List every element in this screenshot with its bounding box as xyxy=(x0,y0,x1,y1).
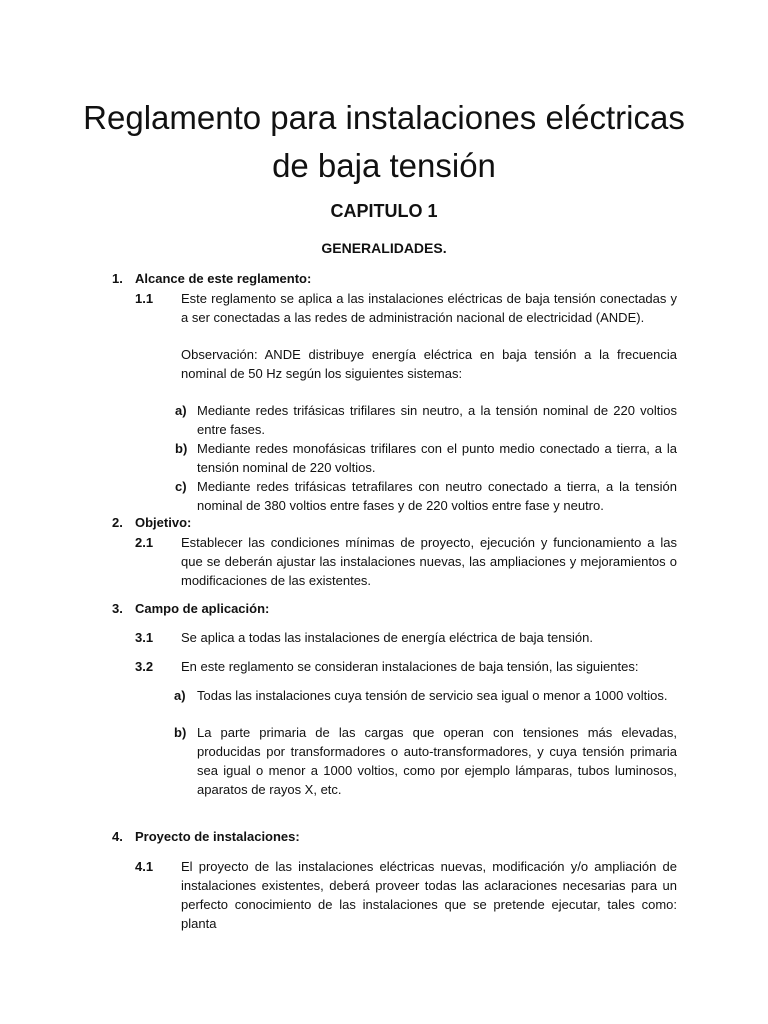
chapter-heading: CAPITULO 1 xyxy=(330,201,438,221)
clause-1-1-number: 1.1 xyxy=(135,291,154,306)
item-3-a-letter: a) xyxy=(174,688,186,703)
clause-3-2-text: En este reglamento se consideran instalaciones de baja tensión, las siguientes: xyxy=(181,659,639,674)
item-1-b-letter: b) xyxy=(175,441,188,456)
section-1-number: 1. xyxy=(112,271,123,286)
section-1-heading: Alcance de este reglamento: xyxy=(135,271,312,286)
item-1-c-letter: c) xyxy=(175,479,187,494)
observation-text: Observación: ANDE distribuye energía eléctrica en baja tensión a la frecuencia nominal de 50 Hz según los siguientes sistemas: xyxy=(181,347,677,381)
document-title-line-2: de baja tensión xyxy=(272,147,496,184)
item-1-b-text: Mediante redes monofásicas trifilares con el punto medio conectado a tierra, a la tensión nominal de 220 voltios. xyxy=(197,441,677,475)
clause-3-1-number: 3.1 xyxy=(135,630,154,645)
section-2-number: 2. xyxy=(112,515,123,530)
section-heading: GENERALIDADES. xyxy=(321,240,447,256)
clause-2-1-number: 2.1 xyxy=(135,535,154,550)
clause-4-1-text: El proyecto de las instalaciones eléctricas nuevas, modificación y/o ampliación de instalaciones existentes, deberá proveer todas las aclaraciones necesarias para un perfecto conocimiento de las instalaciones que se pretende ejecutar, tales como: planta xyxy=(181,859,677,931)
section-4-heading: Proyecto de instalaciones: xyxy=(135,829,300,844)
item-1-c-text: Mediante redes trifásicas tetrafilares con neutro conectado a tierra, a la tensión nominal de 380 voltios entre fases y de 220 voltios entre fase y neutro. xyxy=(197,479,677,513)
section-2-heading: Objetivo: xyxy=(135,515,192,530)
clause-3-2-number: 3.2 xyxy=(135,659,154,674)
clause-1-1-text: Este reglamento se aplica a las instalaciones eléctricas de baja tensión conectadas y a ser conectadas a las redes de administración nacional de electricidad (ANDE). xyxy=(181,291,677,325)
clause-4-1-number: 4.1 xyxy=(135,859,154,874)
item-1-a-letter: a) xyxy=(175,403,187,418)
section-3-heading: Campo de aplicación: xyxy=(135,601,270,616)
clause-3-1-text: Se aplica a todas las instalaciones de energía eléctrica de baja tensión. xyxy=(181,630,593,645)
section-4-number: 4. xyxy=(112,829,123,844)
item-3-b-letter: b) xyxy=(174,725,187,740)
section-3-number: 3. xyxy=(112,601,123,616)
clause-2-1-text: Establecer las condiciones mínimas de proyecto, ejecución y funcionamiento a las que se deberán ajustar las instalaciones nuevas, las ampliaciones y mejoramientos o modificaciones de las existentes. xyxy=(181,535,677,588)
item-3-b-text: La parte primaria de las cargas que operan con tensiones más elevadas, producidas por transformadores o auto-transformadores, y cuya tensión primaria sea igual o menor a 1000 voltios, como por ejemplo lámparas, tubos luminosos, aparatos de rayos X, etc. xyxy=(197,725,677,797)
item-1-a-text: Mediante redes trifásicas trifilares sin neutro, a la tensión nominal de 220 voltios entre fases. xyxy=(197,403,677,437)
document-title-line-1: Reglamento para instalaciones eléctricas xyxy=(83,99,685,136)
item-3-a-text: Todas las instalaciones cuya tensión de servicio sea igual o menor a 1000 voltios. xyxy=(197,688,668,703)
